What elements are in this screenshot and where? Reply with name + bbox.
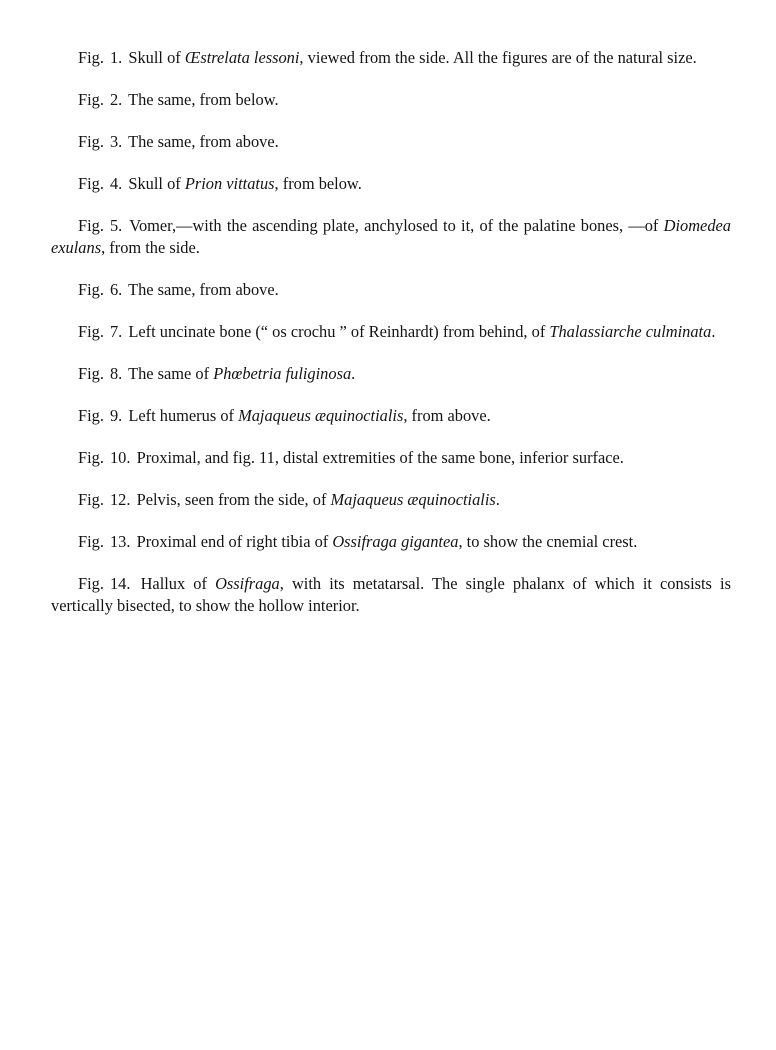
caption-label: Fig. bbox=[78, 174, 104, 193]
caption-text: Vomer,—with the ascending plate, anchylosed to it, of the palatine bones, —of bbox=[129, 216, 664, 235]
caption-number: 12. bbox=[109, 490, 131, 509]
caption-text: Hallux of bbox=[140, 574, 216, 593]
caption-text: The same, from above. bbox=[128, 132, 279, 151]
caption-number: 7. bbox=[109, 322, 123, 341]
caption-label: Fig. bbox=[78, 532, 104, 551]
caption-number: 8. bbox=[109, 364, 123, 383]
caption-fig-8 bbox=[51, 363, 731, 385]
caption-label: Fig. bbox=[78, 364, 104, 383]
caption-label: Fig. bbox=[78, 490, 104, 509]
caption-number: 9. bbox=[109, 406, 123, 425]
caption-text: Left uncinate bone (“ os crochu ” of Reinhardt) from behind, of bbox=[128, 322, 550, 341]
caption-text: Left humerus of bbox=[128, 406, 239, 425]
caption-number: 10. bbox=[109, 448, 131, 467]
caption-fig-1 bbox=[51, 47, 731, 69]
caption-text: The same, from above. bbox=[128, 280, 279, 299]
caption-fig-2 bbox=[51, 89, 731, 111]
caption-text: Skull of bbox=[128, 48, 185, 67]
caption-label: Fig. bbox=[78, 48, 104, 67]
species-name: Ossifraga bbox=[215, 574, 280, 593]
caption-text: , from the side. bbox=[101, 238, 200, 257]
caption-fig-14 bbox=[51, 573, 731, 617]
caption-number: 4. bbox=[109, 174, 123, 193]
caption-fig-3 bbox=[51, 131, 731, 153]
caption-number: 5. bbox=[109, 216, 123, 235]
species-name: Majaqueus æquinoctialis bbox=[330, 490, 496, 509]
caption-fig-5 bbox=[51, 215, 731, 259]
figure-captions bbox=[51, 47, 731, 637]
caption-text: Proximal, and fig. 11, distal extremities of the same bone, inferior surface. bbox=[136, 448, 624, 467]
caption-text: , with its metatarsal. The single phalanx of which it consists is vertically bisected, to show the hollow interior. bbox=[51, 574, 731, 615]
caption-text: , viewed from the side. All the figures are of the natural size. bbox=[299, 48, 697, 67]
caption-text: The same, from below. bbox=[128, 90, 279, 109]
caption-label: Fig. bbox=[78, 90, 104, 109]
caption-text: , from above. bbox=[403, 406, 491, 425]
species-name: Ossifraga gigantea bbox=[332, 532, 459, 551]
caption-fig-10 bbox=[51, 447, 731, 469]
caption-fig-12 bbox=[51, 489, 731, 511]
caption-text: . bbox=[351, 364, 356, 383]
caption-label: Fig. bbox=[78, 280, 104, 299]
caption-number: 2. bbox=[109, 90, 123, 109]
caption-number: 3. bbox=[109, 132, 123, 151]
species-name: Diomedea exulans bbox=[51, 216, 731, 257]
caption-label: Fig. bbox=[78, 322, 104, 341]
caption-text: . bbox=[711, 322, 716, 341]
caption-text: . bbox=[495, 490, 500, 509]
caption-text: Proximal end of right tibia of bbox=[136, 532, 333, 551]
caption-label: Fig. bbox=[78, 132, 104, 151]
caption-label: Fig. bbox=[78, 448, 104, 467]
caption-text: The same of bbox=[128, 364, 214, 383]
caption-text: Skull of bbox=[128, 174, 185, 193]
caption-fig-7 bbox=[51, 321, 731, 343]
caption-fig-9 bbox=[51, 405, 731, 427]
caption-text: Pelvis, seen from the side, of bbox=[136, 490, 331, 509]
caption-number: 14. bbox=[109, 574, 131, 593]
caption-text: , from below. bbox=[274, 174, 362, 193]
caption-label: Fig. bbox=[78, 216, 104, 235]
species-name: Thalassiarche culminata bbox=[549, 322, 712, 341]
caption-number: 13. bbox=[109, 532, 131, 551]
caption-number: 1. bbox=[109, 48, 123, 67]
species-name: Phœbetria fuliginosa bbox=[213, 364, 352, 383]
species-name: Majaqueus æquinoctialis bbox=[238, 406, 404, 425]
caption-number: 6. bbox=[109, 280, 123, 299]
caption-fig-6 bbox=[51, 279, 731, 301]
caption-text: , to show the cnemial crest. bbox=[458, 532, 638, 551]
caption-fig-13 bbox=[51, 531, 731, 553]
caption-label: Fig. bbox=[78, 574, 104, 593]
caption-label: Fig. bbox=[78, 406, 104, 425]
species-name: Prion vittatus bbox=[184, 174, 275, 193]
species-name: Œstrelata lessoni bbox=[184, 48, 300, 67]
caption-fig-4 bbox=[51, 173, 731, 195]
